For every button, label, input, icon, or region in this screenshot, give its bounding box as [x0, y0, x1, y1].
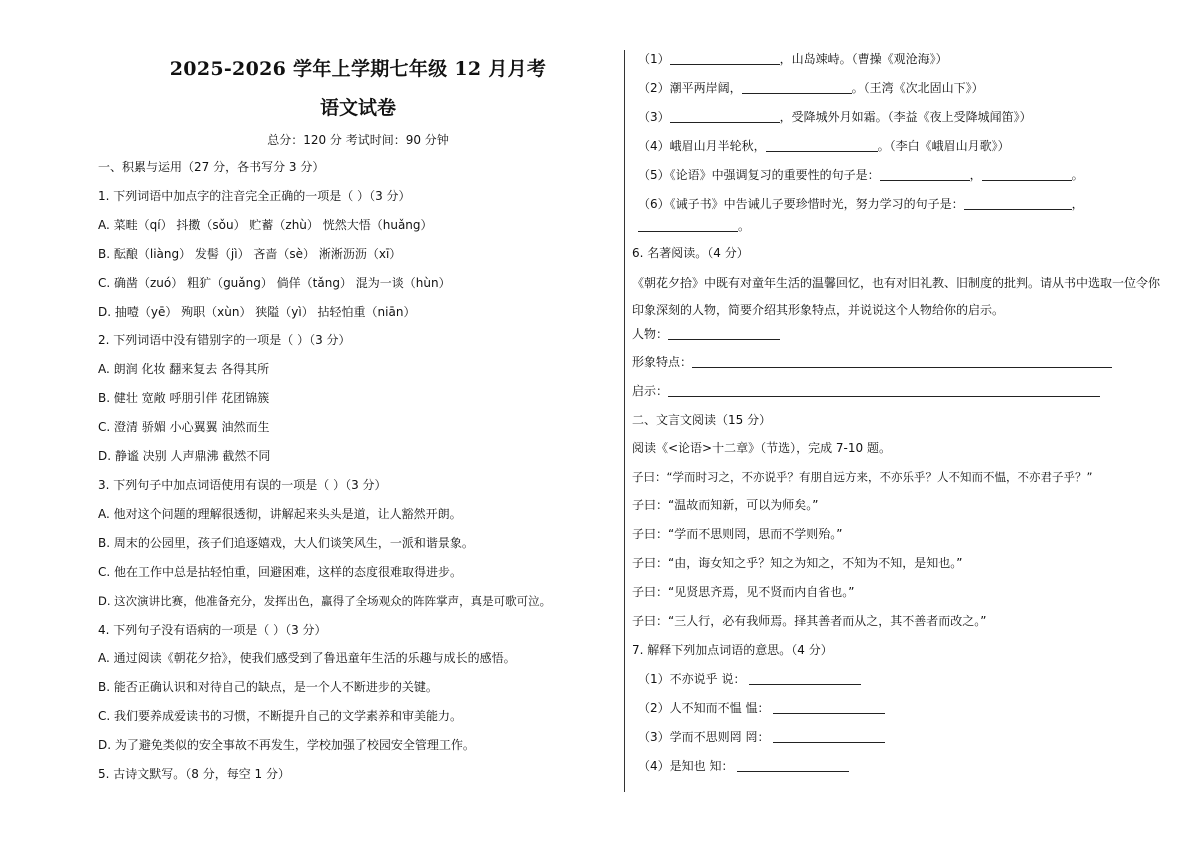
- dictation-item-6: （6）《诫子书》中告诫儿子要珍惜时光，努力学习的句子是： ，: [638, 197, 1084, 211]
- option: A. 菜畦（qí） 抖擞（sǒu） 贮蓄（zhù） 恍然大悟（huǎng）: [98, 218, 433, 232]
- question-1: 1. 下列词语中加点字的注音完全正确的一项是（ ）（3 分）: [98, 189, 411, 203]
- answer-blank[interactable]: [668, 327, 780, 340]
- option: A. 朗润 化妆 翻来复去 各得其所: [98, 362, 270, 376]
- answer-blank[interactable]: [737, 759, 849, 772]
- passage-line: 子曰：“学而时习之，不亦说乎？有朋自远方来，不亦乐乎？人不知而不愠，不亦君子乎？”: [632, 470, 1093, 484]
- question-5: 5. 古诗文默写。（8 分，每空 1 分）: [98, 767, 290, 781]
- reading-intro: 阅读《<论语>十二章》（节选），完成 7-10 题。: [632, 441, 891, 455]
- question-6-text: 《朝花夕拾》中既有对童年生活的温馨回忆，也有对旧礼教、旧制度的批判。请从书中选取一位令你印象深刻的人物，简要介绍其形象特点，并说说这个人物给你的启示。: [632, 276, 1161, 317]
- dictation-item-5: （5）《论语》中强调复习的重要性的句子是： ， 。: [638, 168, 1084, 182]
- q7-item: （3）学而不思则罔 罔：: [638, 729, 885, 745]
- field-traits: 形象特点：: [632, 354, 1112, 370]
- column-divider: [624, 50, 625, 792]
- exam-meta: 总分：120 分 考试时间：90 分钟: [267, 133, 449, 147]
- passage-line: 子曰：“由，诲女知之乎？知之为知之，不知为不知，是知也。”: [632, 556, 963, 570]
- option: B. 健壮 宽敞 呼朋引伴 花团锦簇: [98, 391, 270, 405]
- q7-item: （4）是知也 知：: [638, 758, 849, 774]
- answer-blank[interactable]: [766, 139, 878, 152]
- answer-blank[interactable]: [880, 168, 970, 181]
- dictation-item-6-cont: 。: [638, 218, 750, 234]
- exam-subtitle: 语文试卷: [319, 97, 396, 119]
- question-6: 6. 名著阅读。（4 分）: [632, 246, 749, 260]
- option: D. 为了避免类似的安全事故不再发生，学校加强了校园安全管理工作。: [98, 738, 475, 752]
- question-7: 7. 解释下列加点词语的意思。（4 分）: [632, 643, 833, 657]
- answer-blank[interactable]: [773, 730, 885, 743]
- passage-line: 子曰：“温故而知新，可以为师矣。”: [632, 498, 819, 512]
- answer-blank[interactable]: [749, 672, 861, 685]
- q7-item: （1）不亦说乎 说：: [638, 671, 861, 687]
- section-heading-2: 二、文言文阅读（15 分）: [632, 413, 772, 427]
- answer-blank[interactable]: [982, 168, 1072, 181]
- answer-blank[interactable]: [670, 110, 780, 123]
- option: D. 这次演讲比赛，他准备充分，发挥出色，赢得了全场观众的阵阵掌声，真是可歌可泣。: [98, 594, 552, 608]
- option: A. 他对这个问题的理解很透彻，讲解起来头头是道，让人豁然开朗。: [98, 507, 462, 521]
- answer-blank[interactable]: [773, 701, 885, 714]
- field-character: 人物：: [632, 326, 780, 342]
- question-2: 2. 下列词语中没有错别字的一项是（ ）（3 分）: [98, 333, 351, 347]
- option: D. 抽噎（yē） 殉职（xùn） 狭隘（yì） 拈轻怕重（niān）: [98, 305, 416, 319]
- answer-blank[interactable]: [692, 355, 1112, 368]
- answer-blank[interactable]: [670, 52, 780, 65]
- option: B. 周末的公园里，孩子们追逐嬉戏，大人们谈笑风生，一派和谐景象。: [98, 536, 474, 550]
- question-4: 4. 下列句子没有语病的一项是（ ）（3 分）: [98, 623, 327, 637]
- option: C. 他在工作中总是拈轻怕重，回避困难，这样的态度很难取得进步。: [98, 565, 463, 579]
- answer-blank[interactable]: [964, 197, 1072, 210]
- field-inspiration: 启示：: [632, 383, 1100, 399]
- dictation-item-4: （4）峨眉山月半轮秋， 。（李白《峨眉山月歌》）: [638, 139, 1010, 153]
- left-column: [98, 0, 618, 847]
- question-3: 3. 下列句子中加点词语使用有误的一项是（ ）（3 分）: [98, 478, 387, 492]
- option: D. 静谧 决别 人声鼎沸 截然不同: [98, 449, 271, 463]
- exam-title: 2025-2026 学年上学期七年级 12 月月考: [169, 58, 547, 80]
- passage-line: 子曰：“三人行，必有我师焉。择其善者而从之，其不善者而改之。”: [632, 614, 987, 628]
- option: B. 酝酿（liàng） 发髻（jì） 吝啬（sè） 淅淅沥沥（xī）: [98, 247, 402, 261]
- dictation-item-1: （1） ，山岛竦峙。（曹操《观沧海》）: [638, 52, 948, 66]
- passage-line: 子曰：“学而不思则罔，思而不学则殆。”: [632, 527, 843, 541]
- answer-blank[interactable]: [668, 384, 1100, 397]
- option: C. 确凿（zuó） 粗犷（guǎng） 倘佯（tǎng） 混为一谈（hùn）: [98, 276, 451, 290]
- section-heading-1: 一、积累与运用（27 分，各书写分 3 分）: [98, 160, 325, 174]
- q7-item: （2）人不知而不愠 愠：: [638, 700, 885, 716]
- option: C. 澄清 骄媚 小心翼翼 油然而生: [98, 420, 270, 434]
- option: C. 我们要养成爱读书的习惯，不断提升自己的文学素养和审美能力。: [98, 709, 463, 723]
- answer-blank[interactable]: [742, 81, 852, 94]
- dictation-item-2: （2）潮平两岸阔， 。（王湾《次北固山下》）: [638, 81, 984, 95]
- answer-blank[interactable]: [638, 219, 738, 232]
- right-column: [632, 0, 1172, 847]
- option: B. 能否正确认识和对待自己的缺点，是一个人不断进步的关键。: [98, 680, 438, 694]
- dictation-item-3: （3） ，受降城外月如霜。（李益《夜上受降城闻笛》）: [638, 110, 1032, 124]
- option: A. 通过阅读《朝花夕拾》，使我们感受到了鲁迅童年生活的乐趣与成长的感悟。: [98, 651, 516, 665]
- passage-line: 子曰：“见贤思齐焉，见不贤而内自省也。”: [632, 585, 855, 599]
